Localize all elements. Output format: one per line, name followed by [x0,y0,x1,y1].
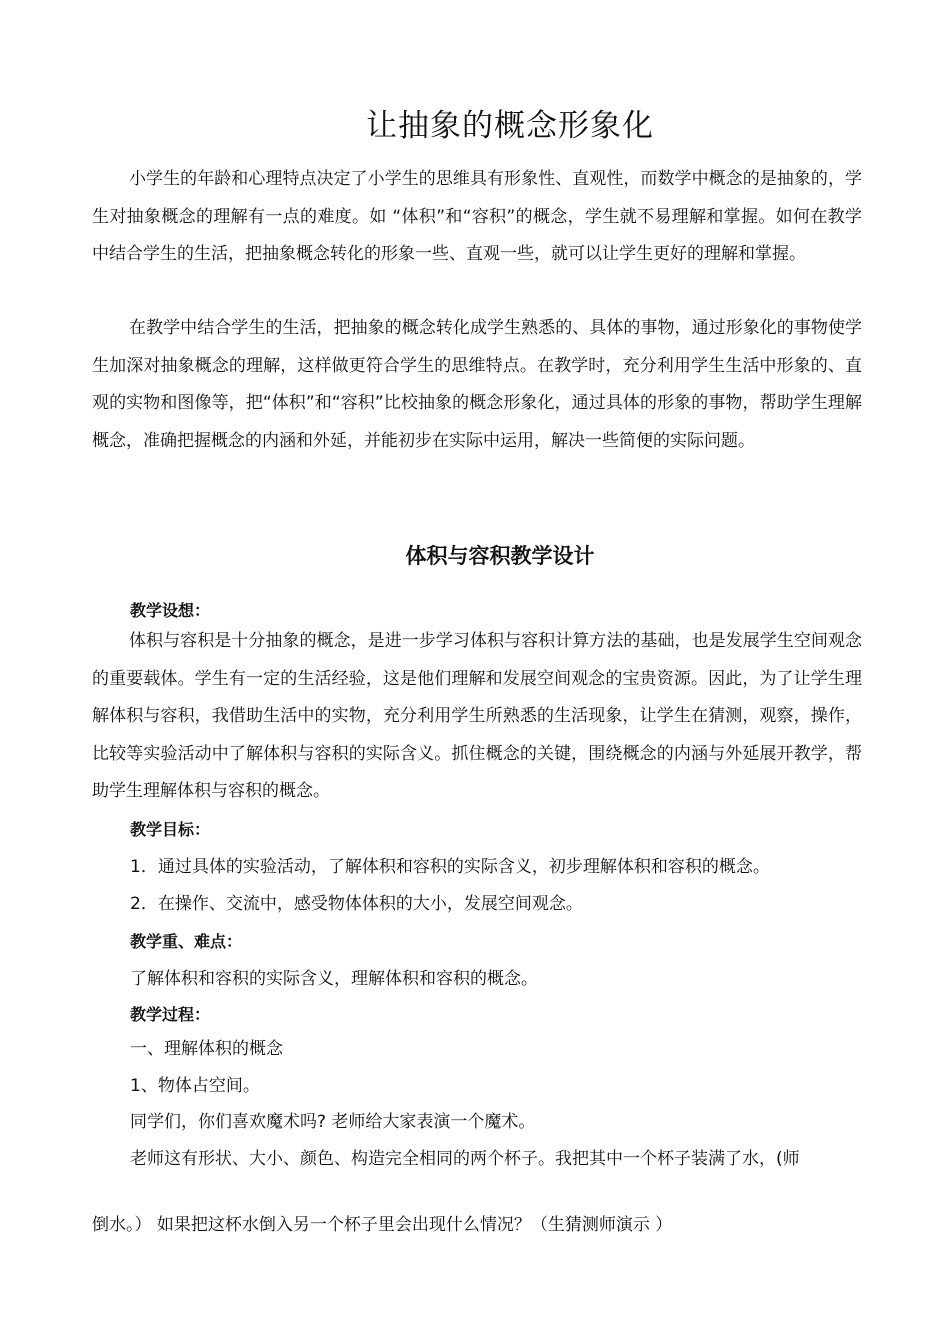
goals-label: 教学目标： [130,820,211,839]
goal-item-1: 1．通过具体的实验活动，了解体积和容积的实际含义，初步理解体积和容积的概念。 [130,857,770,877]
focus-label: 教学重、难点： [130,932,243,951]
intro-paragraph-2: 在教学中结合学生的生活，把抽象的概念转化成学生熟悉的、具体的事物，通过形象化的事物使学生加深对抽象概念的理解，这样做更符合学生的思维特点。在教学时，充分利用学生生活中形象的、直观的实物和图像等，把“体积”和“容积”比校抽象的概念形象化，通过具体的形象的事物，帮助学生理解概念，准确把握概念的内涵和外延，并能初步在实际中运用，解决一些简便的实际问题。 [92,318,862,451]
process-label: 教学过程： [130,1005,211,1024]
process-substep: 1、物体占空间。 [130,1076,260,1096]
design-paragraph: 体积与容积是十分抽象的概念，是进一步学习体积与容积计算方法的基础，也是发展学生空间观念的重要载体。学生有一定的生活经验，这是他们理解和发展空间观念的宝贵资源。因此，为了让学生理解体积与容积，我借助生活中的实物，充分利用学生所熟悉的生活现象，让学生在猜测，观察，操作，比较等实验活动中了解体积与容积的实际含义。抓住概念的关键，围绕概念的内涵与外延展开教学，帮助学生理解体积与容积的概念。 [92,631,862,801]
process-line-2: 老师这有形状、大小、颜色、构造完全相同的两个杯子。我把其中一个杯子装满了水，(师 [130,1149,800,1169]
focus-text: 了解体积和容积的实际含义，理解体积和容积的概念。 [130,969,538,989]
intro-paragraph-1: 小学生的年龄和心理特点决定了小学生的思维具有形象性、直观性，而数学中概念的是抽象的，学生对抽象概念的理解有一点的难度。如 “体积”和“容积”的概念，学生就不易理解和掌握。如何在教学中结合学生的生活，把抽象概念转化的形象一些、直观一些，就可以让学生更好的理解和掌握。 [92,169,862,264]
design-label: 教学设想： [130,601,211,620]
process-line-3: 倒水。） 如果把这杯水倒入另一个杯子里会出现什么情况？（生猜测师演示 ） [92,1215,673,1235]
process-line-1: 同学们，你们喜欢魔术吗? 老师给大家表演一个魔术。 [130,1112,536,1132]
process-step-heading: 一、理解体积的概念 [130,1039,283,1059]
section-title: 体积与容积教学设计 [405,544,595,568]
goal-item-2: 2．在操作、交流中，感受物体体积的大小，发展空间观念。 [130,894,583,914]
page-title: 让抽象的概念形象化 [366,108,654,144]
